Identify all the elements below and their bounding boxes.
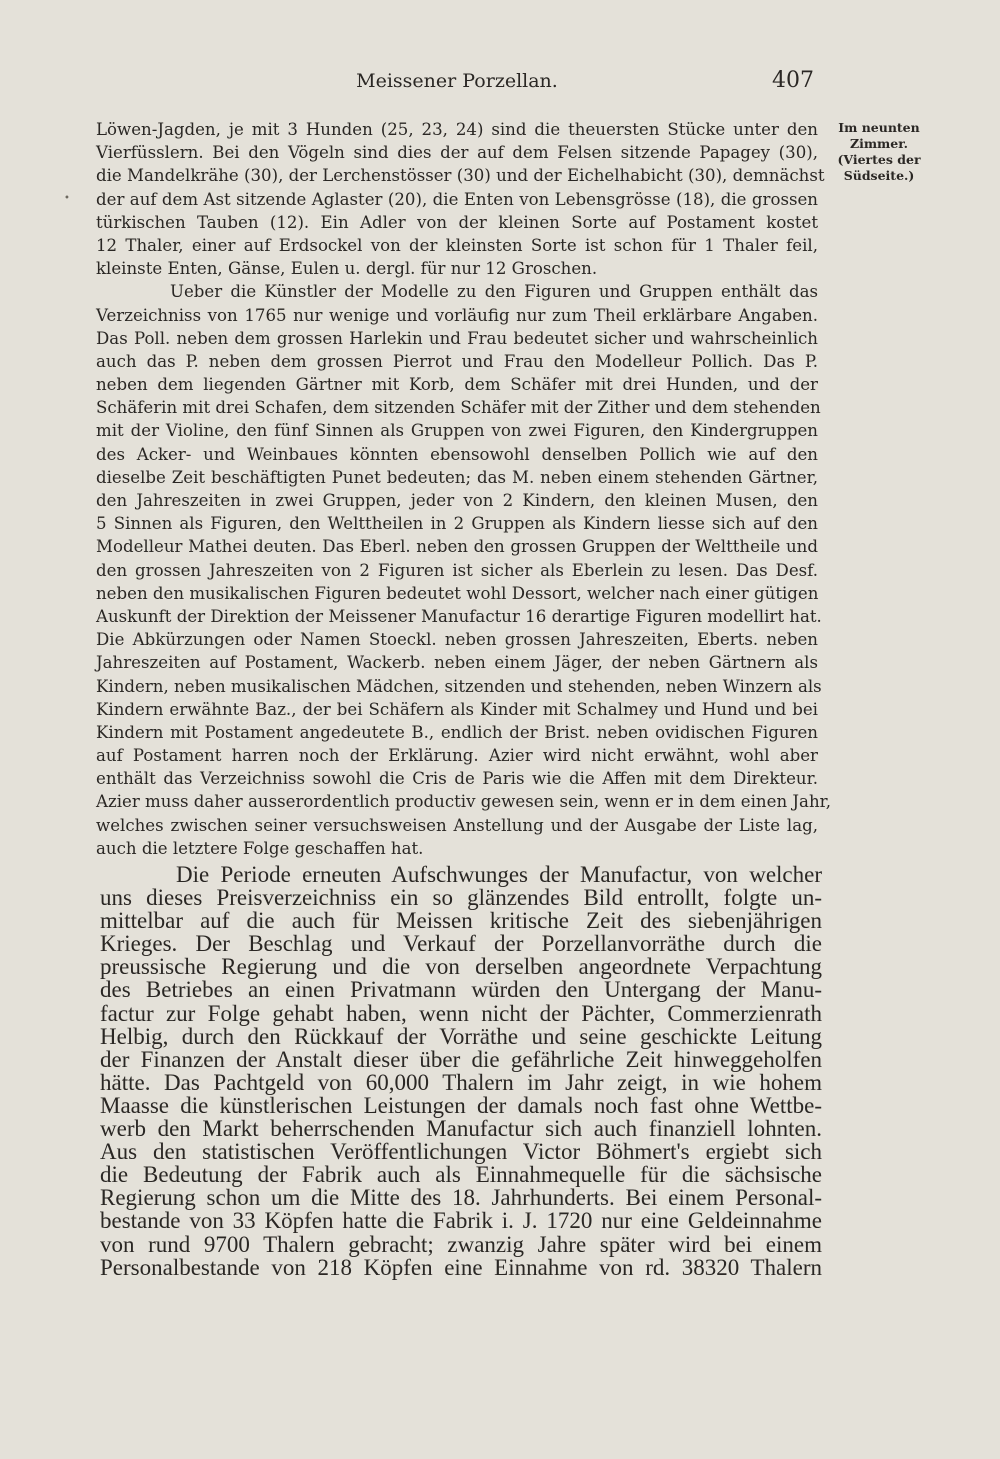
running-header	[96, 70, 818, 100]
text-line: mittelbar auf die auch für Meissen kritische Zeit des siebenjährigen	[100, 908, 822, 934]
margin-dot: •	[64, 193, 70, 204]
text-line: welches zwischen seiner versuchsweisen Anstellung und der Ausgabe der Liste lag,	[96, 815, 818, 835]
margin-note-line: Im neunten	[838, 120, 920, 135]
margin-note-line: Zimmer.	[849, 136, 909, 151]
text-line: die Bedeutung der Fabrik auch als Einnahmequelle für die sächsische	[100, 1162, 822, 1188]
margin-note-line: (Viertes der	[837, 152, 921, 167]
text-line: auf Postament harren noch der Erklärung. Azier wird nicht erwähnt, wohl aber	[96, 746, 818, 766]
text-line: Regierung schon um die Mitte des 18. Jahrhunderts. Bei einem Personal-	[100, 1185, 822, 1211]
text-line: Krieges. Der Beschlag und Verkauf der Porzellanvorräthe durch die	[100, 931, 822, 957]
text-line: Die Periode erneuten Aufschwunges der Manufactur, von welcher	[176, 862, 822, 887]
text-line: werb den Markt beherrschenden Manufactur sich auch finanziell lohnten.	[100, 1116, 822, 1142]
text-line: enthält das Verzeichniss sowohl die Cris de Paris wie die Affen mit dem Direkteur.	[96, 769, 818, 789]
text-line: neben dem liegenden Gärtner mit Korb, dem Schäfer mit drei Hunden, und der	[96, 375, 818, 395]
text-line: Modelleur Mathei deuten. Das Eberl. neben den grossen Gruppen der Welttheile und	[96, 537, 818, 557]
text-line: hätte. Das Pachtgeld von 60,000 Thalern im Jahr zeigt, in wie hohem	[100, 1069, 822, 1095]
text-line: kleinste Enten, Gänse, Eulen u. dergl. für nur 12 Groschen.	[96, 259, 598, 279]
text-line: Ueber die Künstler der Modelle zu den Figuren und Gruppen enthält das	[170, 282, 818, 302]
text-line: der Finanzen der Anstalt dieser über die gefährliche Zeit hinweggeholfen	[100, 1046, 822, 1072]
text-line: Verzeichniss von 1765 nur wenige und vorläufig nur zum Theil erklärbare Angaben.	[96, 305, 818, 325]
text-line: Personalbestande von 218 Köpfen eine Einnahme von rd. 38320 Thalern	[100, 1254, 822, 1280]
text-line: von rund 9700 Thalern gebracht; zwanzig Jahre später wird bei einem	[100, 1231, 822, 1257]
text-line: Aus den statistischen Veröffentlichungen Victor Böhmert's ergiebt sich	[100, 1139, 822, 1165]
text-line: 5 Sinnen als Figuren, den Welttheilen in 2 Gruppen als Kindern liesse sich auf den	[96, 514, 818, 534]
text-line: uns dieses Preisverzeichniss ein so glänzendes Bild entrollt, folgte un-	[100, 885, 822, 911]
text-line: bestande von 33 Köpfen hatte die Fabrik i. J. 1720 nur eine Geldeinnahme	[100, 1208, 822, 1234]
text-line: Kindern erwähnte Baz., der bei Schäfern als Kinder mit Schalmey und Hund und bei	[96, 699, 818, 719]
text-line: auch die letztere Folge geschaffen hat.	[96, 838, 424, 858]
text-line: den Jahreszeiten in zwei Gruppen, jeder von 2 Kindern, den kleinen Musen, den	[96, 491, 818, 510]
text-line: auch das P. neben dem grossen Pierrot und Frau den Modelleur Pollich. Das P.	[96, 351, 818, 371]
small-print-text	[96, 118, 832, 860]
text-line: factur zur Folge gehabt haben, wenn nicht der Pächter, Commerzienrath	[100, 1000, 822, 1026]
text-line: neben den musikalischen Figuren bedeutet wohl Dessort, welcher nach einer gütigen	[96, 583, 819, 603]
page-number: 407	[772, 68, 814, 93]
text-line: der auf dem Ast sitzende Aglaster (20), die Enten von Lebensgrösse (18), die grossen	[96, 189, 818, 209]
text-line: preussische Regierung und die von derselben angeordnete Verpachtung	[100, 954, 822, 980]
text-line: Helbig, durch den Rückkauf der Vorräthe und seine geschickte Leitung	[100, 1023, 822, 1049]
running-title: Meissener Porzellan.	[356, 70, 558, 92]
text-line: mit der Violine, den fünf Sinnen als Gruppen von zwei Figuren, den Kindergruppen	[96, 421, 818, 441]
text-line: dieselbe Zeit beschäftigten Punet bedeuten; das M. neben einem stehenden Gärtner,	[96, 467, 818, 487]
text-line: Vierfüsslern. Bei den Vögeln sind dies der auf dem Felsen sitzende Papagey (30),	[96, 143, 818, 163]
text-line: Jahreszeiten auf Postament, Wackerb. neben einem Jäger, der neben Gärtnern als	[96, 653, 818, 673]
text-line: Kindern, neben musikalischen Mädchen, sitzenden und stehenden, neben Winzern als	[96, 676, 822, 696]
text-line: Schäferin mit drei Schafen, dem sitzenden Schäfer mit der Zither und dem stehenden	[96, 398, 821, 418]
text-line: die Mandelkrähe (30), der Lerchenstösser (30) und der Eichelhabicht (30), demnächst	[96, 166, 825, 186]
text-line: Maasse die künstlerischen Leistungen der damals noch fast ohne Wettbe-	[100, 1092, 822, 1118]
text-line: Azier muss daher ausserordentlich productiv gewesen sein, wenn er in dem einen Jahr,	[96, 792, 832, 812]
text-line: 12 Thaler, einer auf Erdsockel von der kleinsten Sorte ist schon für 1 Thaler feil,	[96, 235, 818, 255]
text-line: Löwen-Jagden, je mit 3 Hunden (25, 23, 24) sind die theuersten Stücke unter den	[96, 120, 818, 139]
text-line: Das Poll. neben dem grossen Harlekin und Frau bedeutet sicher und wahrscheinlich	[96, 328, 818, 348]
text-line: Auskunft der Direktion der Meissener Manufactur 16 derartige Figuren modellirt hat.	[96, 606, 822, 626]
text-line: Kindern mit Postament angedeutete B., endlich der Brist. neben ovidischen Figuren	[96, 722, 818, 742]
margin-note	[824, 120, 934, 184]
margin-note-line: Südseite.)	[843, 168, 915, 183]
text-line: des Acker- und Weinbaues könnten ebensowohl denselben Pollich wie auf den	[96, 444, 818, 464]
large-print-text	[100, 863, 822, 1279]
text-line: türkischen Tauben (12). Ein Adler von der kleinen Sorte auf Postament kostet	[96, 212, 818, 232]
text-line: Die Abkürzungen oder Namen Stoeckl. neben grossen Jahreszeiten, Eberts. neben	[96, 630, 818, 650]
text-line: den grossen Jahreszeiten von 2 Figuren ist sicher als Eberlein zu lesen. Das Desf.	[96, 560, 818, 580]
text-line: des Betriebes an einen Privatmann würden den Untergang der Manu-	[100, 977, 822, 1003]
